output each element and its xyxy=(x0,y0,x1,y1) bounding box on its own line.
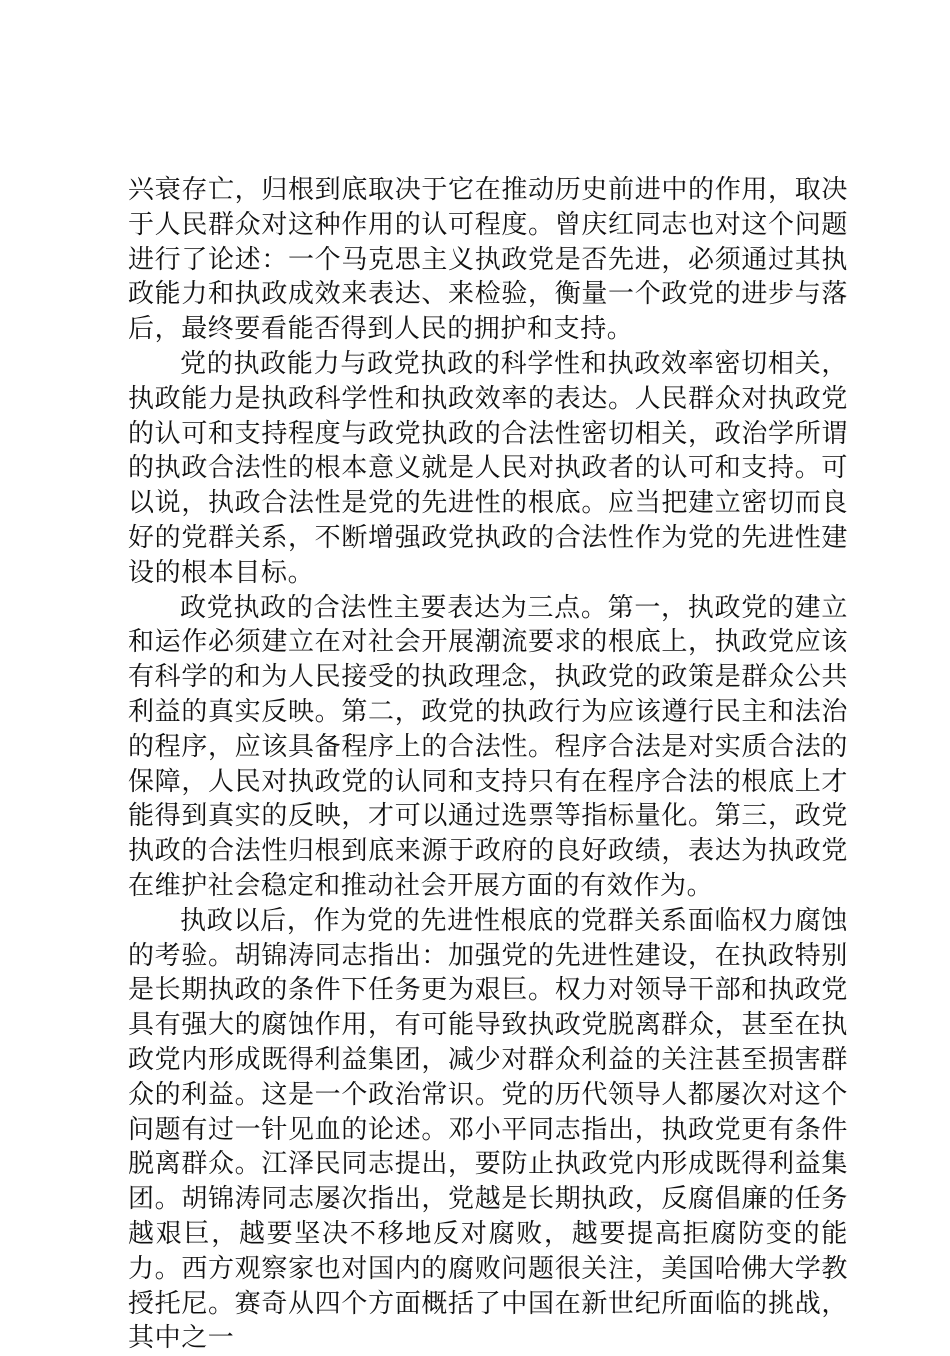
paragraph-4: 执政以后，作为党的先进性根底的党群关系面临权力腐蚀的考验。胡锦涛同志指出：加强党的先进性建设，在执政特别是长期执政的条件下任务更为艰巨。权力对领导干部和执政党具有强大的腐蚀作用，有可能导致执政党脱离群众，甚至在执政党内形成既得利益集团，减少对群众利益的关注甚至损害群众的利益。这是一个政治常识。党的历代领导人都屡次对这个问题有过一针见血的论述。邓小平同志指出，执政党更有条件脱离群众。江泽民同志提出，要防止执政党内形成既得利益集团。胡锦涛同志屡次指出，党越是长期执政，反腐倡廉的任务越艰巨，越要坚决不移地反对腐败，越要提高拒腐防变的能力。西方观察家也对国内的腐败问题很关注，美国哈佛大学教授托尼。赛奇从四个方面概括了中国在新世纪所面临的挑战，其中之一 xyxy=(128,905,848,1354)
document-body xyxy=(128,173,848,1356)
paragraph-2: 党的执政能力与政党执政的科学性和执政效率密切相关，执政能力是执政科学性和执政效率的表达。人民群众对执政党的认可和支持程度与政党执政的合法性密切相关，政治学所谓的执政合法性的根本意义就是人民对执政者的认可和支持。可以说，执政合法性是党的先进性的根底。应当把建立密切而良好的党群关系，不断增强政党执政的合法性作为党的先进性建设的根本目标。 xyxy=(128,348,848,588)
paragraph-1: 兴衰存亡，归根到底取决于它在推动历史前进中的作用，取决于人民群众对这种作用的认可程度。曾庆红同志也对这个问题进行了论述：一个马克思主义执政党是否先进，必须通过其执政能力和执政成效来表达、来检验，衡量一个政党的进步与落后，最终要看能否得到人民的拥护和支持。 xyxy=(128,175,848,345)
paragraph-3: 政党执政的合法性主要表达为三点。第一，执政党的建立和运作必须建立在对社会开展潮流要求的根底上，执政党应该有科学的和为人民接受的执政理念，执政党的政策是群众公共利益的真实反映。第二，政党的执政行为应该遵行民主和法治的程序，应该具备程序上的合法性。程序合法是对实质合法的保障，人民对执政党的认同和支持只有在程序合法的根底上才能得到真实的反映，才可以通过选票等指标量化。第三，政党执政的合法性归根到底来源于政府的良好政绩，表达为执政党在维护社会稳定和推动社会开展方面的有效作为。 xyxy=(128,592,848,901)
